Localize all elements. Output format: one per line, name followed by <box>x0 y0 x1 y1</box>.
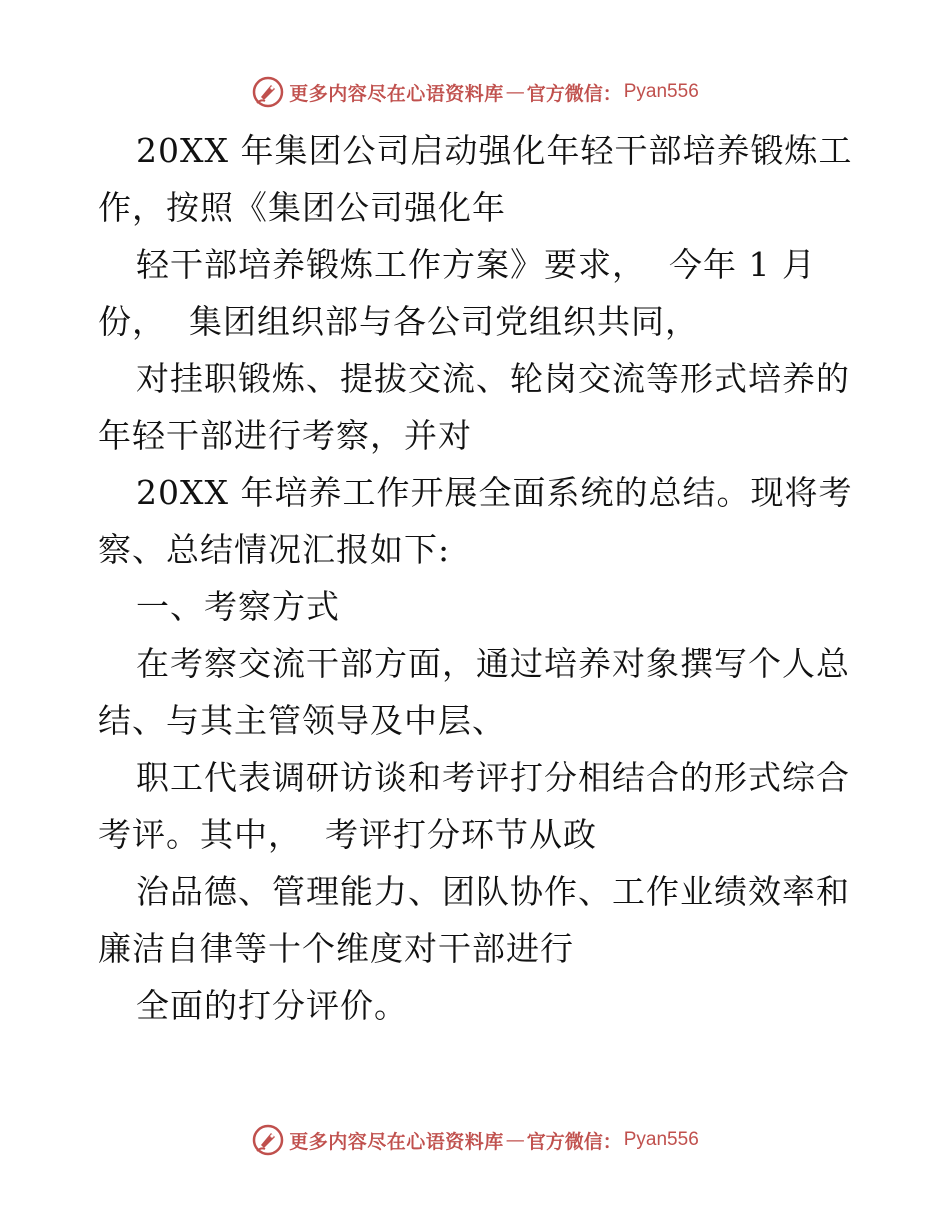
banner-dash: — <box>505 1129 525 1151</box>
banner-wechat-id: Pyan556 <box>623 81 699 102</box>
banner-dash: — <box>505 81 525 103</box>
pen-nib-logo-icon <box>251 75 285 109</box>
body-line: 年轻干部进行考察，并对 <box>98 416 472 455</box>
body-line: 察、总结情况汇报如下: <box>98 530 451 569</box>
body-line: 全面的打分评价。 <box>136 986 408 1025</box>
banner-wechat-id: Pyan556 <box>623 1129 699 1150</box>
header-banner <box>0 72 950 112</box>
body-line: 20XX 年培养工作开展全面系统的总结。现将考 <box>136 473 853 512</box>
body-line: 治品德、管理能力、团队协作、工作业绩效率和 <box>136 872 850 911</box>
body-line: 结、与其主管领导及中层、 <box>98 701 506 740</box>
body-line: 份， 集团组织部与各公司党组织共同， <box>98 302 699 341</box>
document-body <box>98 122 858 1034</box>
banner-text: 更多内容尽在心语资料库 <box>289 82 504 105</box>
body-line: 在考察交流干部方面，通过培养对象撰写个人总 <box>136 644 850 683</box>
banner-wechat-label: 官方微信： <box>526 82 622 105</box>
banner-text: 更多内容尽在心语资料库 <box>289 1130 504 1153</box>
body-line: 廉洁自律等十个维度对干部进行 <box>98 929 574 968</box>
body-line: 轻干部培养锻炼工作方案》要求， 今年 1 月 <box>136 245 816 284</box>
banner-wechat-label: 官方微信： <box>526 1130 622 1153</box>
body-line: 职工代表调研访谈和考评打分相结合的形式综合 <box>136 758 850 797</box>
body-line: 作，按照《集团公司强化年 <box>98 188 506 227</box>
body-line: 考评。其中， 考评打分环节从政 <box>98 815 597 854</box>
body-line: 对挂职锻炼、提拔交流、轮岗交流等形式培养的 <box>136 359 850 398</box>
footer-banner <box>0 1120 950 1160</box>
body-line: 20XX 年集团公司启动强化年轻干部培养锻炼工 <box>136 131 853 170</box>
section-heading: 一、考察方式 <box>136 587 340 626</box>
pen-nib-logo-icon <box>251 1123 285 1157</box>
